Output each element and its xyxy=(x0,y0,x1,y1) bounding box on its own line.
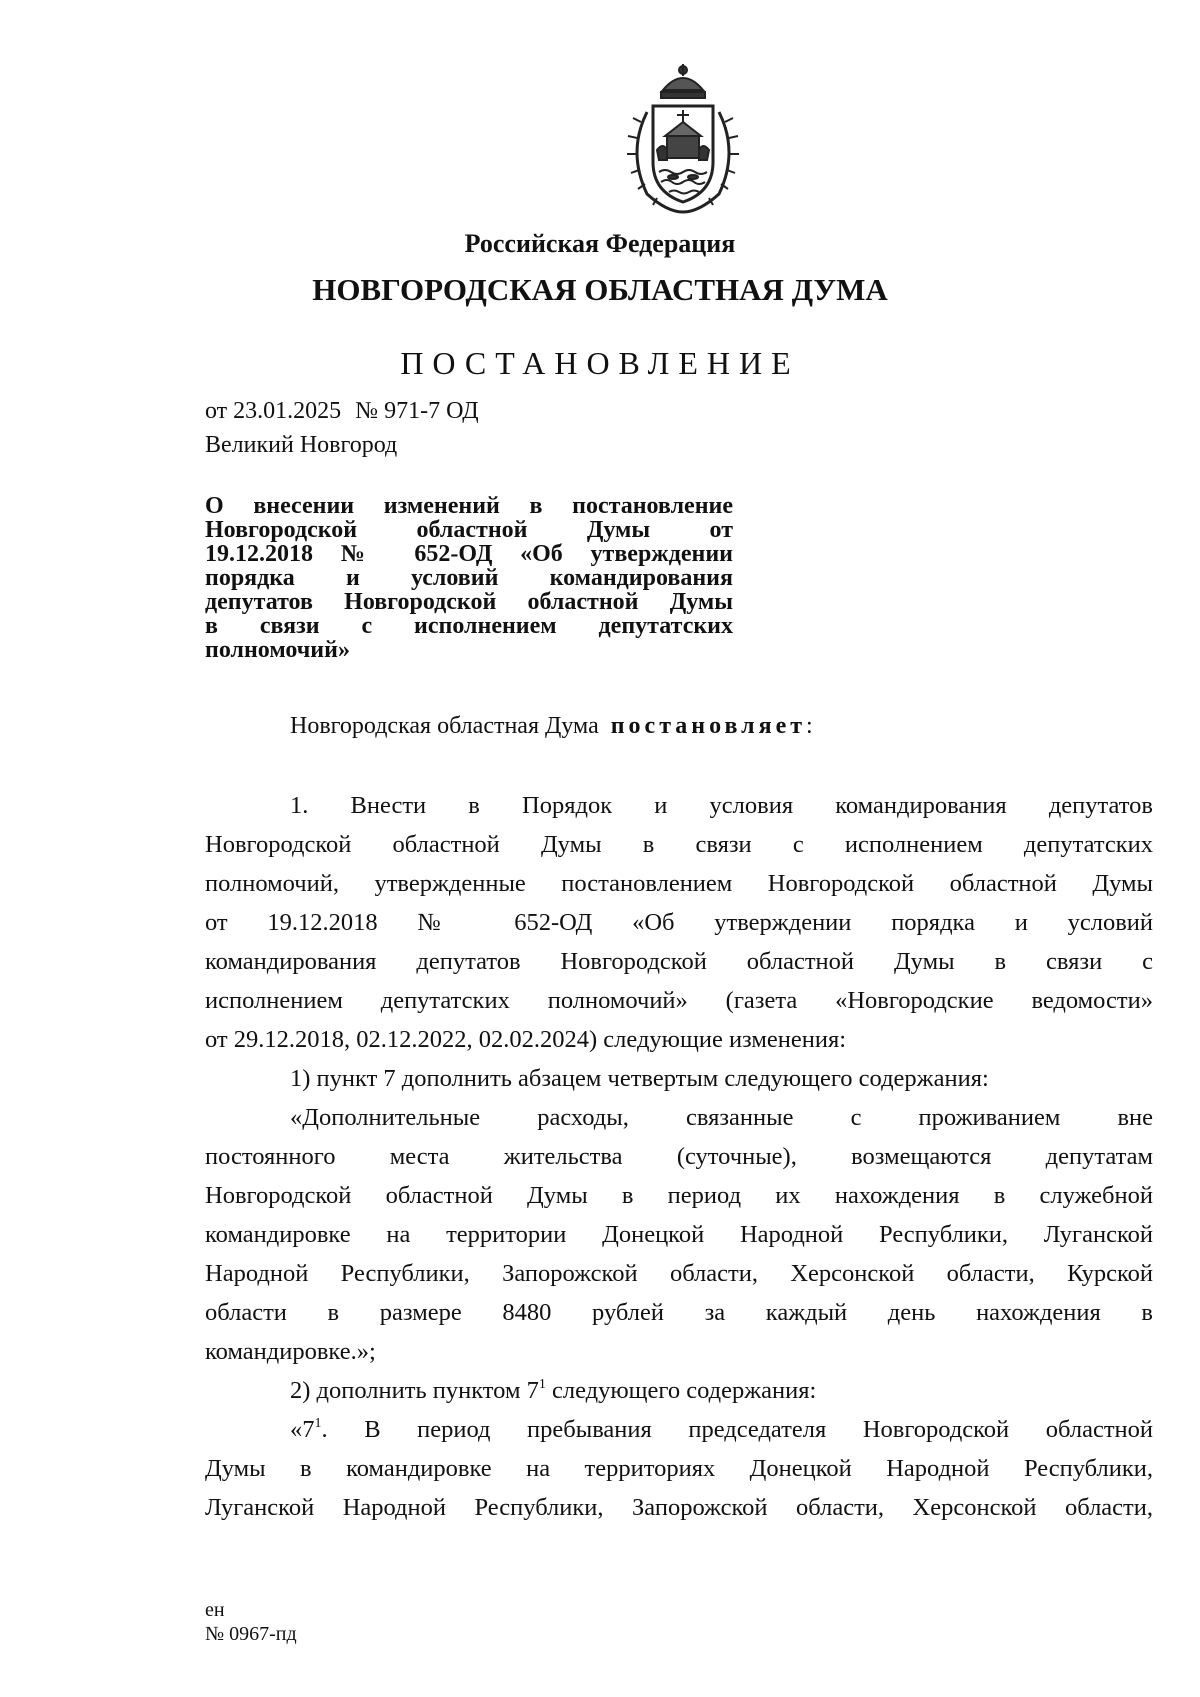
document-title xyxy=(205,494,733,662)
document-type-heading: ПОСТАНОВЛЕНИЕ xyxy=(400,345,800,381)
body-line xyxy=(205,1371,1153,1410)
body-line: Новгородской областной Думы в период их нахождения в служебной xyxy=(205,1182,1153,1209)
body-line: от 29.12.2018, 02.12.2022, 02.02.2024) следующие изменения: xyxy=(205,1026,847,1053)
country-heading: Российская Федерация xyxy=(464,229,736,258)
title-line: О внесении изменений в постановление xyxy=(205,493,733,519)
body-line: от 19.12.2018 № 652-ОД «Об утверждении порядка и условий xyxy=(205,909,1153,936)
body-line: Новгородской областной Думы в связи с исполнением депутатских xyxy=(205,831,1153,858)
title-line: 19.12.2018 № 652-ОД «Об утверждении xyxy=(205,541,733,567)
body-line: 1. Внести в Порядок и условия командирования депутатов xyxy=(290,792,1153,819)
body-text: следующего содержания: xyxy=(545,1377,817,1404)
footer-initials: ен xyxy=(205,1599,225,1621)
body-line: Народной Республики, Запорожской области, Херсонской области, Курской xyxy=(205,1260,1153,1287)
body-text: «7 xyxy=(290,1416,315,1443)
city-name: Великий Новгород xyxy=(205,432,398,458)
body-line: исполнением депутатских полномочий» (газета «Новгородские ведомости» xyxy=(205,987,1153,1014)
title-line: в связи с исполнением депутатских xyxy=(205,613,733,639)
body-text: 2) дополнить пунктом 7 xyxy=(290,1377,539,1404)
preamble xyxy=(290,713,813,740)
preamble-colon: : xyxy=(806,713,813,739)
superscript: 1 xyxy=(314,1416,322,1431)
body-line: командировке на территории Донецкой Народной Республики, Луганской xyxy=(205,1221,1153,1248)
title-line: порядка и условий командирования xyxy=(205,565,733,591)
body-line: полномочий, утвержденные постановлением Новгородской областной Думы xyxy=(205,870,1153,897)
title-line: полномочий» xyxy=(205,637,350,663)
body-line: «Дополнительные расходы, связанные с проживанием вне xyxy=(290,1104,1153,1131)
preamble-text: Новгородская областная Дума xyxy=(290,713,599,739)
footer-note xyxy=(205,1598,297,1646)
superscript: 1 xyxy=(538,1377,546,1392)
body-line: Думы в командировке на территориях Донецкой Народной Республики, xyxy=(205,1455,1153,1482)
coat-of-arms-icon xyxy=(617,62,749,218)
preamble-verb: постановляет xyxy=(610,713,807,739)
body-line: командировке.»; xyxy=(205,1338,376,1365)
document-number: № 971-7 ОД xyxy=(355,398,479,424)
date-number-line xyxy=(205,398,493,425)
title-line: депутатов Новгородской областной Думы xyxy=(205,589,733,615)
footer-number: № 0967-пд xyxy=(205,1623,297,1645)
body-line: области в размере 8480 рублей за каждый день нахождения в xyxy=(205,1299,1153,1326)
document-body xyxy=(205,786,1153,1527)
organization-heading: НОВГОРОДСКАЯ ОБЛАСТНАЯ ДУМА xyxy=(312,272,888,307)
body-text: . В период пребывания председателя Новгородской областной xyxy=(321,1416,1153,1443)
body-line: Луганской Народной Республики, Запорожской области, Херсонской области, xyxy=(205,1494,1153,1521)
document-date: от 23.01.2025 xyxy=(205,398,342,424)
title-line: Новгородской областной Думы от xyxy=(205,517,733,543)
body-line: командирования депутатов Новгородской областной Думы в связи с xyxy=(205,948,1153,975)
body-line: 1) пункт 7 дополнить абзацем четвертым следующего содержания: xyxy=(290,1065,989,1092)
body-line: постоянного места жительства (суточные), возмещаются депутатам xyxy=(205,1143,1153,1170)
body-line xyxy=(205,1410,1153,1449)
